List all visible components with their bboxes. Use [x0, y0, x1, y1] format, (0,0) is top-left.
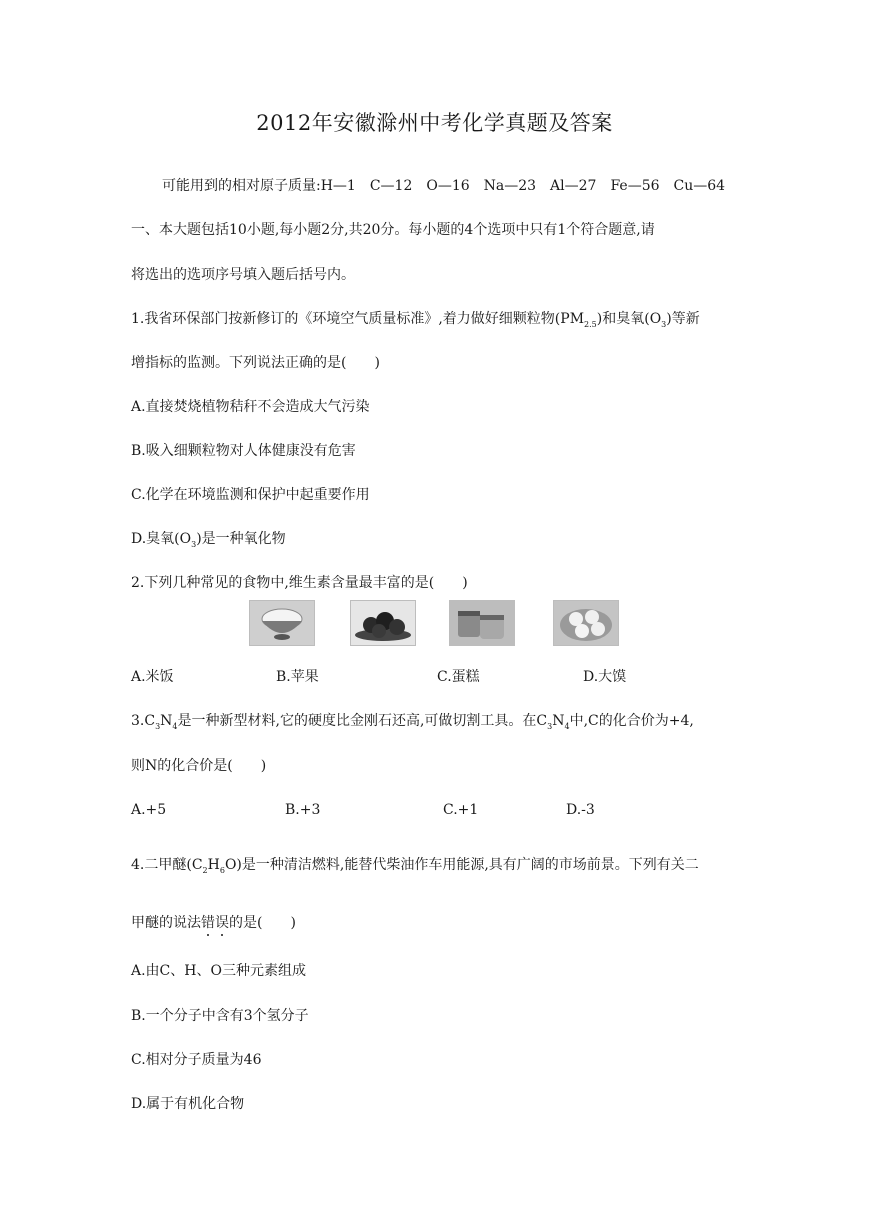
- q1-option-c: C.化学在环境监测和保护中起重要作用: [131, 487, 370, 503]
- section-instructions-line2: 将选出的选项序号填入题后括号内。: [131, 267, 355, 283]
- emphasis-dot: 误: [215, 915, 229, 931]
- cake-image: [449, 600, 515, 646]
- atomic-masses: 可能用到的相对原子质量:H—1 C—12 O—16 Na—23 Al—27 Fe—56 Cu—64: [162, 178, 726, 194]
- q1-stem-line1: 1.我省环保部门按新修订的《环境空气质量标准》,着力做好细颗粒物$(PM_{2.5})$和臭氧$(O_3)$等新: [131, 311, 700, 329]
- q4-option-a: A.由C、H、O三种元素组成: [131, 963, 306, 979]
- q1-option-b: B.吸入细颗粒物对人体健康没有危害: [131, 443, 356, 459]
- q2-option-a: A.米饭: [131, 669, 174, 685]
- emphasis-dot: 错: [201, 915, 215, 931]
- q4-option-c: C.相对分子质量为46: [131, 1052, 262, 1068]
- q3-option-b: B.+3: [285, 802, 321, 818]
- q2-option-c: C.蛋糕: [437, 669, 480, 685]
- apple-plate-image: [350, 600, 416, 646]
- q1-option-a: A.直接焚烧植物秸秆不会造成大气污染: [131, 399, 370, 415]
- rice-bowl-image: [249, 600, 315, 646]
- q3-stem-line1: $3.C_3N_4$是一种新型材料,它的硬度比金刚石还高,可做切割工具。在$C_3N_4$中,C的化合价为+4,: [131, 713, 694, 731]
- q4-option-b: B.一个分子中含有3个氢分子: [131, 1008, 309, 1024]
- q1-stem-line2: 增指标的监测。下列说法正确的是( ): [131, 355, 380, 371]
- q3-option-d: D.-3: [566, 802, 595, 818]
- q4-stem-line2: 甲醚的说法错误的是( ): [131, 915, 296, 931]
- q4-option-d: D.属于有机化合物: [131, 1096, 245, 1112]
- q4-stem-line1: 4.二甲醚$(C_2H_6O)$是一种清洁燃料,能替代柴油作车用能源,具有广阔的市场前景。下列有关二: [131, 857, 699, 875]
- steamed-bun-image: [553, 600, 619, 646]
- page-title: 2012年安徽滁州中考化学真题及答案: [256, 111, 613, 135]
- q1-option-d: D.臭氧$(O_3)$是一种氧化物: [131, 531, 286, 549]
- q2-option-d: D.大馍: [583, 669, 627, 685]
- section-instructions-line1: 一、本大题包括10小题,每小题2分,共20分。每小题的4个选项中只有1个符合题意,请: [131, 222, 655, 238]
- q2-option-b: B.苹果: [276, 669, 319, 685]
- q2-stem: 2.下列几种常见的食物中,维生素含量最丰富的是( ): [131, 575, 468, 591]
- q3-option-a: A.+5: [131, 802, 167, 818]
- q3-option-c: C.+1: [443, 802, 479, 818]
- q3-stem-line2: 则N的化合价是( ): [131, 758, 267, 774]
